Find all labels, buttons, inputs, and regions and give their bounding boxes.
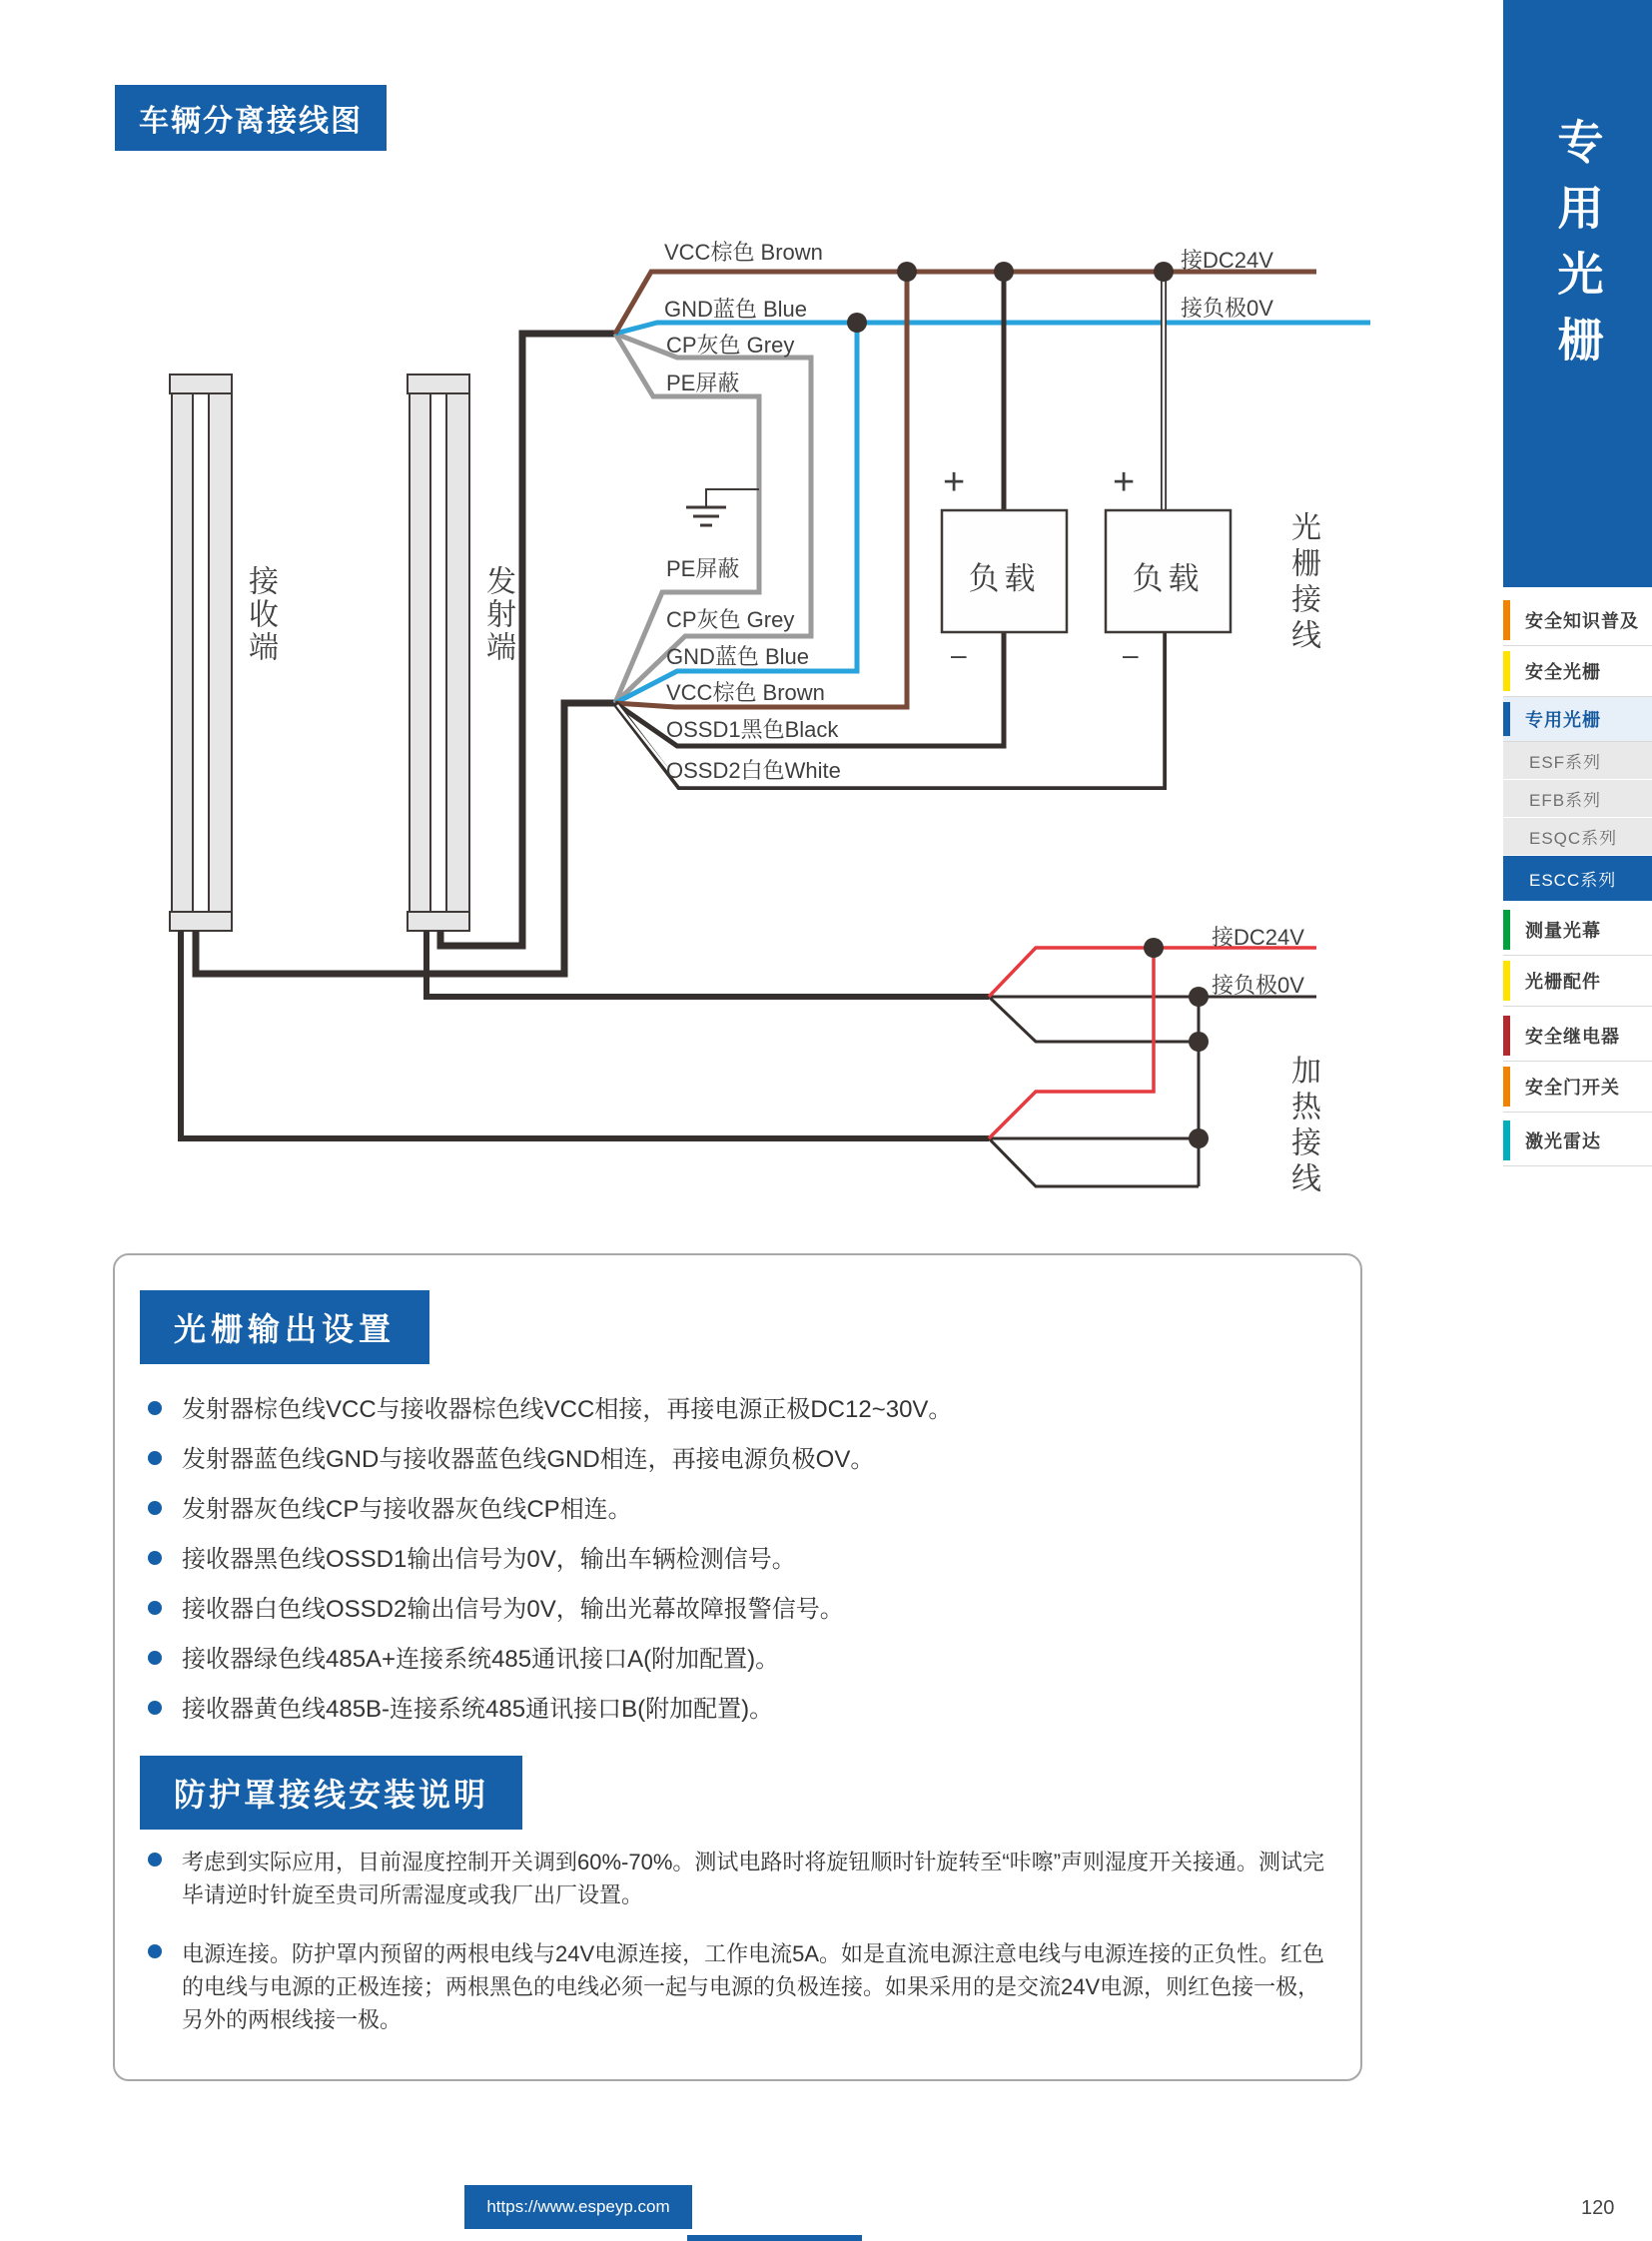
bullet-item: 发射器棕色线VCC与接收器棕色线VCC相接，再接电源正极DC12~30V。 — [140, 1394, 1338, 1426]
bullet-item: 电源连接。防护罩内预留的两根电线与24V电源连接，工作电流5A。如是直流电源注意电线与电源连接的正负性。红色的电线与电源的正极连接；两根黑色的电线必须一起与电源的负极连接。如果采用的是交流24V电源，则红色接一极，另外的两根线接一极。 — [140, 1937, 1333, 2036]
accent-bar — [1503, 961, 1510, 1001]
sidebar-item-escc-series[interactable]: ESCC系列 — [1503, 856, 1652, 901]
section-title-output-settings: 光栅输出设置 — [140, 1290, 429, 1364]
bullet-item: 发射器蓝色线GND与接收器蓝色线GND相连，再接电源负极OV。 — [140, 1444, 1338, 1476]
bullet-dot-icon — [148, 1601, 162, 1615]
accent-bar — [1503, 1067, 1510, 1107]
label-cp-bottom: CP灰色 Grey — [666, 607, 795, 632]
minus-sign-1: – — [951, 639, 967, 670]
bullet-dot-icon — [148, 1501, 162, 1515]
heat-cable-receiver — [181, 931, 989, 1138]
sidebar-item-special-curtain[interactable]: 专用光栅 — [1503, 697, 1652, 742]
label-ossd1: OSSD1黑色Black — [666, 717, 839, 742]
label-gnd-top: GND蓝色 Blue — [664, 297, 808, 322]
heat-black2-receiver — [989, 1138, 1199, 1186]
label-receiver: 接收端 — [244, 565, 277, 664]
heat-cable-transmitter — [426, 931, 989, 997]
bullet-item: 接收器黄色线485B-连接系统485通讯接口B(附加配置)。 — [140, 1694, 1338, 1726]
wiring-diagram — [0, 140, 1458, 1248]
label-dc24v-top: 接DC24V — [1181, 248, 1273, 273]
bullet-item: 接收器白色线OSSD2输出信号为0V，输出光幕故障报警信号。 — [140, 1594, 1338, 1626]
page-number: 120 — [1581, 2197, 1615, 2219]
label-vcc-bottom: VCC棕色 Brown — [666, 680, 825, 705]
label-cp-top: CP灰色 Grey — [666, 333, 795, 358]
sidebar-item-safety-knowledge[interactable]: 安全知识普及 — [1503, 595, 1652, 646]
sidebar-item-safety-relay[interactable]: 安全继电器 — [1503, 1011, 1652, 1062]
bullet-dot-icon — [148, 1701, 162, 1715]
receiver-cable — [196, 703, 615, 974]
label-pe-top: PE屏蔽 — [666, 371, 740, 395]
label-vcc-top: VCC棕色 Brown — [664, 240, 823, 265]
bullet-dot-icon — [148, 1944, 162, 1958]
sidebar-item-curtain-accessories[interactable]: 光栅配件 — [1503, 956, 1652, 1007]
accent-bar — [1503, 910, 1510, 950]
section-title-shield-install: 防护罩接线安装说明 — [140, 1756, 522, 1830]
footer-decoration-strip — [687, 2235, 862, 2241]
bullet-item: 发射器灰色线CP与接收器灰色线CP相连。 — [140, 1494, 1338, 1526]
heat-black2-transmitter — [989, 997, 1199, 1042]
label-pe-bottom: PE屏蔽 — [666, 556, 740, 581]
bullet-dot-icon — [148, 1451, 162, 1465]
accent-bar — [1503, 702, 1510, 736]
bullet-dot-icon — [148, 1401, 162, 1415]
bullet-item: 考虑到实际应用，目前湿度控制开关调到60%-70%。测试电路时将旋钮顺时针旋转至“咔嚓”声则湿度开关接通。测试完毕请逆时针旋至贵司所需湿度或我厂出厂设置。 — [140, 1846, 1328, 1911]
accent-bar — [1503, 600, 1510, 640]
sidebar-banner-title: 专用光栅 — [1551, 118, 1604, 381]
accent-bar — [1503, 1120, 1510, 1160]
bullet-dot-icon — [148, 1551, 162, 1565]
load-label-1: 负载 — [968, 561, 1041, 596]
label-dc24v-bottom: 接DC24V — [1212, 925, 1304, 950]
label-transmitter: 发射端 — [481, 565, 514, 664]
plus-sign-1: + — [943, 461, 966, 503]
sidebar-item-safety-door-switch[interactable]: 安全门开关 — [1503, 1062, 1652, 1113]
sidebar-item-esf-series[interactable]: ESF系列 — [1503, 742, 1652, 780]
accent-bar — [1503, 651, 1510, 691]
footer-url[interactable]: https://www.espeyp.com — [464, 2185, 692, 2229]
sidebar-item-safety-curtain[interactable]: 安全光栅 — [1503, 646, 1652, 697]
load-label-2: 负载 — [1132, 561, 1205, 596]
label-0v-bottom: 接负极0V — [1212, 973, 1304, 998]
bullet-item: 接收器绿色线485A+连接系统485通讯接口A(附加配置)。 — [140, 1644, 1338, 1676]
sidebar-item-esqc-series[interactable]: ESQC系列 — [1503, 818, 1652, 856]
bullet-dot-icon — [148, 1853, 162, 1867]
plus-sign-2: + — [1113, 461, 1136, 503]
label-0v-top: 接负极0V — [1181, 296, 1273, 321]
sidebar-item-laser-radar[interactable]: 激光雷达 — [1503, 1116, 1652, 1166]
accent-bar — [1503, 1016, 1510, 1056]
ground-icon — [686, 489, 759, 525]
label-ossd2: OSSD2白色White — [666, 758, 841, 783]
sidebar-item-measuring-curtain[interactable]: 测量光幕 — [1503, 905, 1652, 956]
bullet-dot-icon — [148, 1651, 162, 1665]
receiver-bar — [170, 374, 232, 931]
label-heating-wiring: 加热接线 — [1286, 1055, 1319, 1198]
label-gnd-bottom: GND蓝色 Blue — [666, 644, 810, 669]
bullet-item: 接收器黑色线OSSD1输出信号为0V，输出车辆检测信号。 — [140, 1544, 1338, 1576]
label-curtain-wiring: 光栅接线 — [1286, 511, 1319, 655]
sidebar-item-efb-series[interactable]: EFB系列 — [1503, 780, 1652, 818]
sidebar-banner — [1503, 0, 1652, 587]
transmitter-bar — [408, 374, 469, 931]
page-title: 车辆分离接线图 — [115, 85, 387, 151]
minus-sign-2: – — [1123, 639, 1139, 670]
